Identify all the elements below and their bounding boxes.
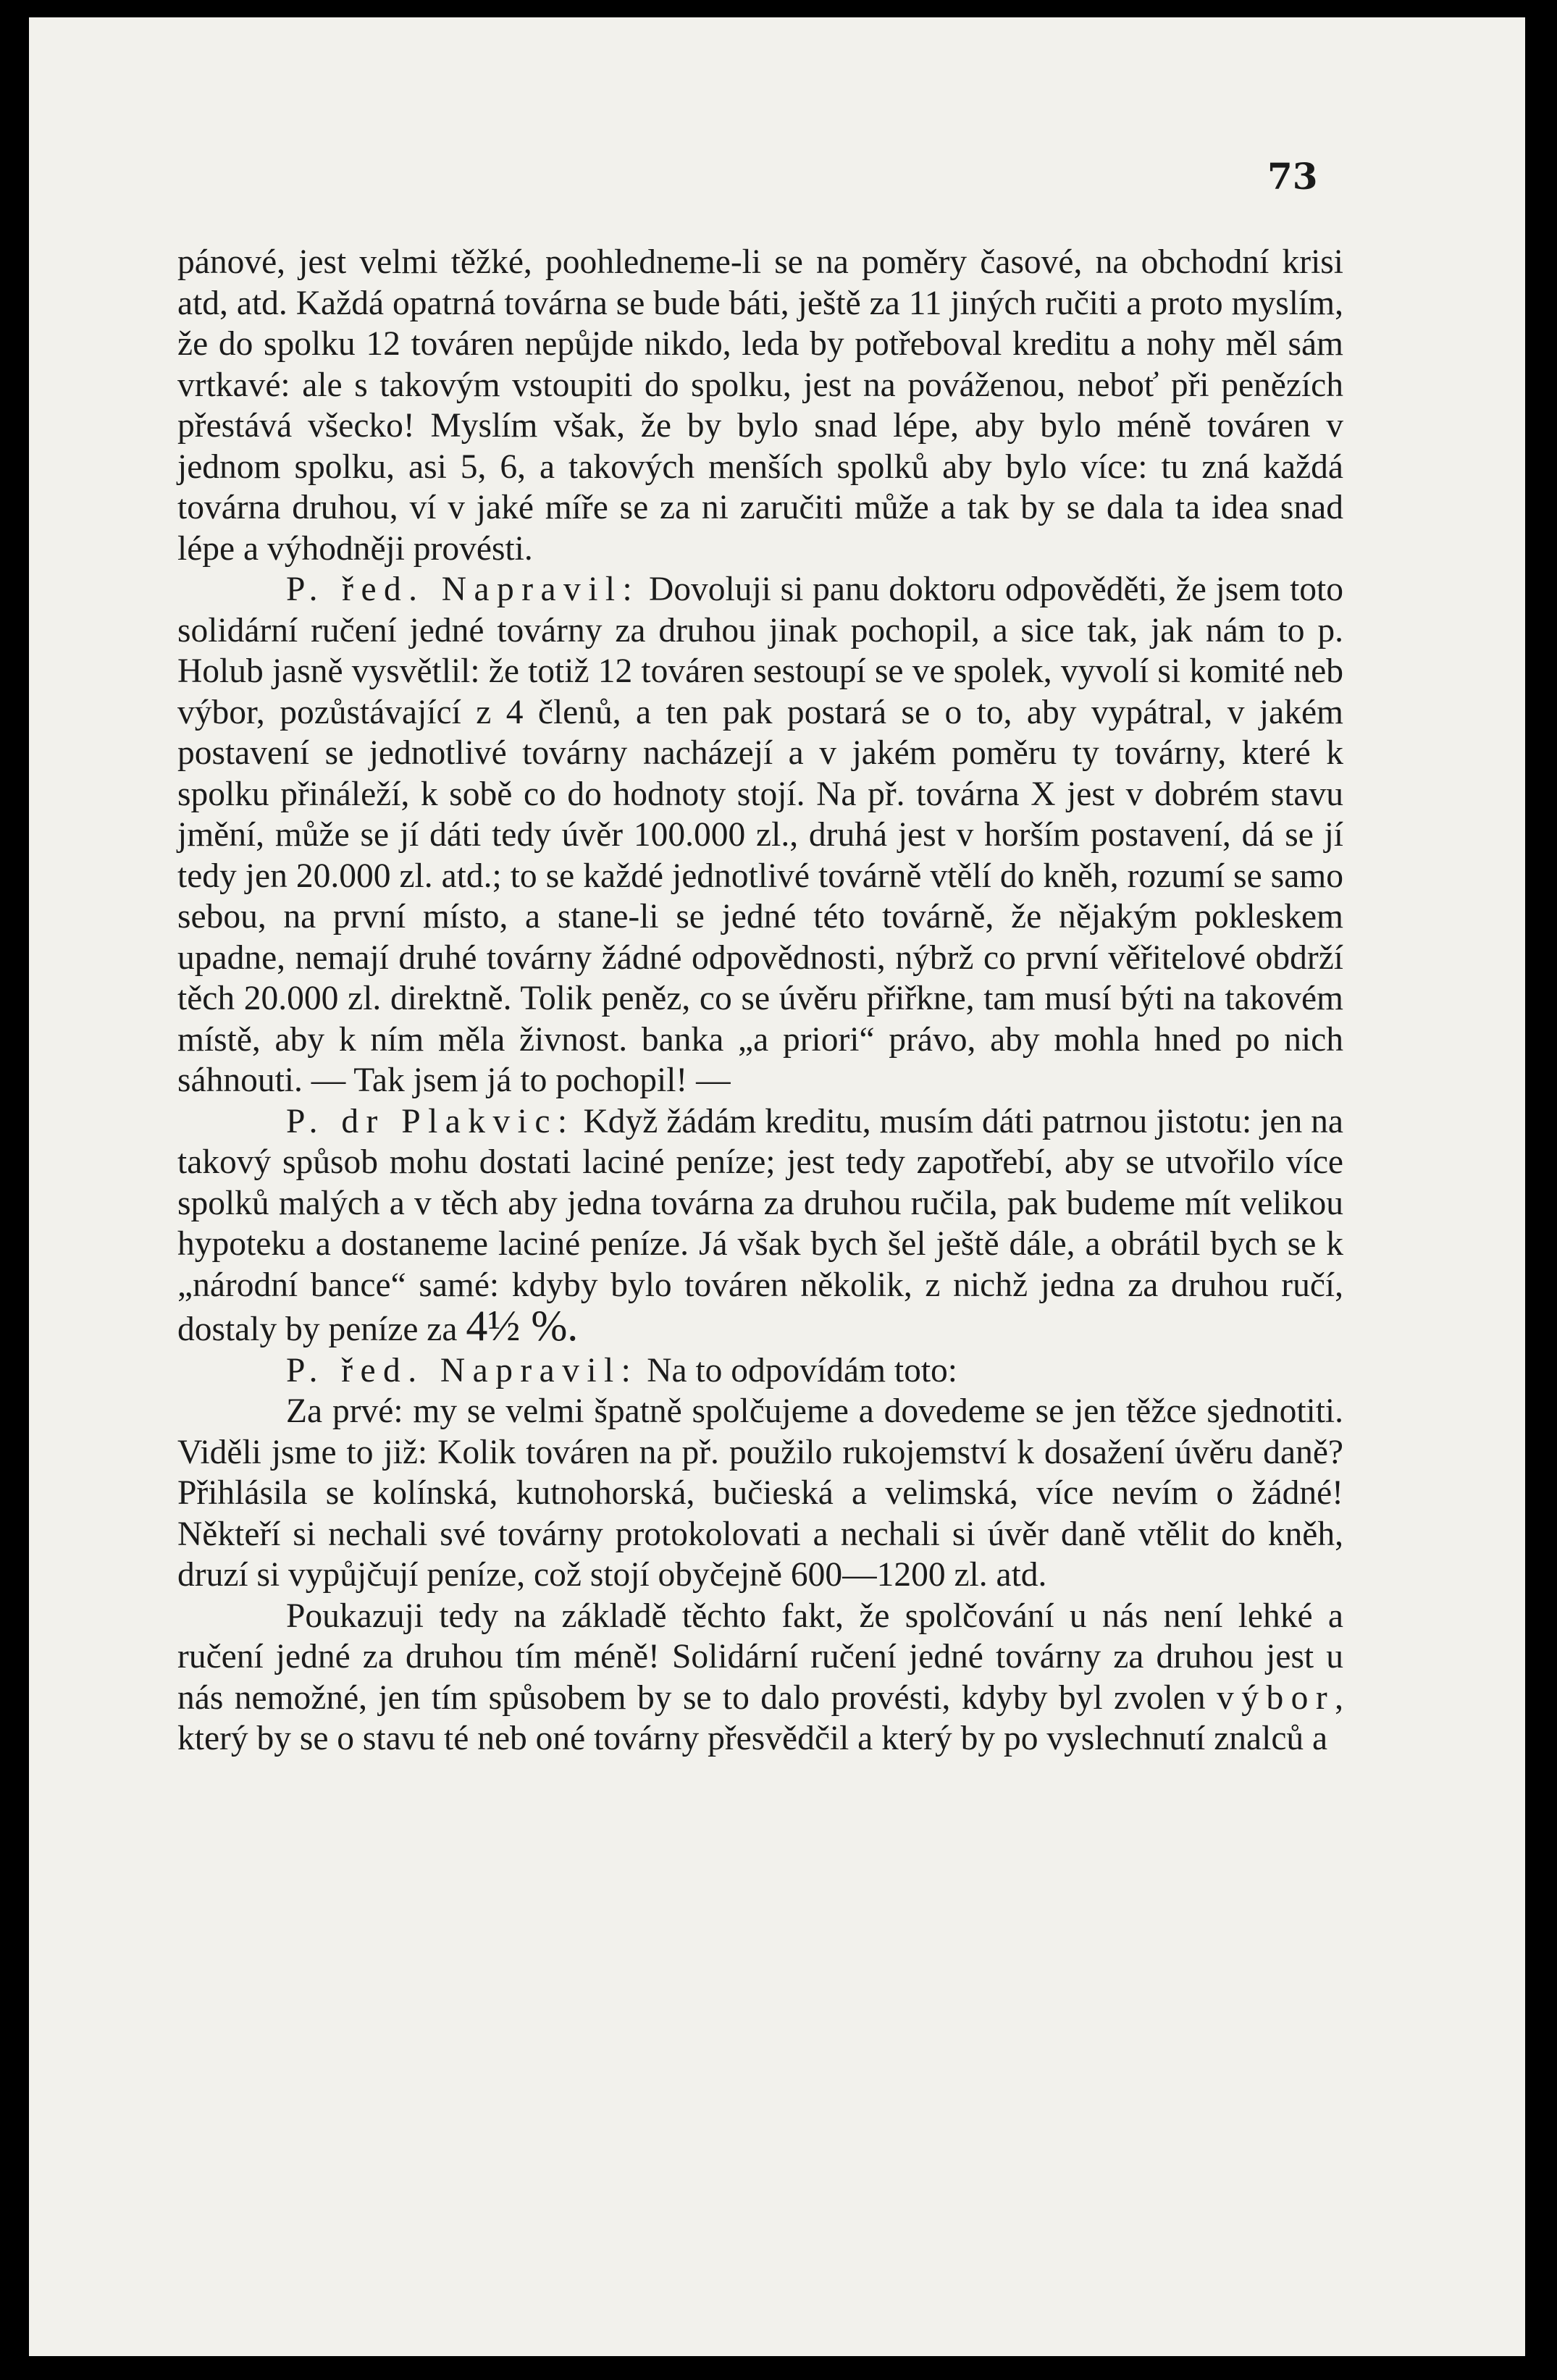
emphasis-word: výbor [1217,1678,1335,1717]
interest-rate: 4½ %. [466,1302,579,1350]
paragraph-2 [177,569,1343,1101]
speaker-label: P. řed. Napravil: [286,571,640,608]
body-text [177,242,1343,1759]
paragraph-text: Poukazuji tedy na základě těchto fakt, že spolčování u nás není lehké a ručení jedné za druhou tím méně! Solidární ručení jedné továrny za druhou jest u nás nemožné, jen tím spůsobem by se to dalo provésti, kdyby byl zvolen [177,1597,1343,1717]
paragraph-tail: , který by se o stavu té neb oné továrny přesvědčil a který by po vyslechnutí znalců a [177,1678,1343,1757]
speaker-label: P. dr Plakvic: [286,1102,575,1140]
paragraph-text: Dovoluji si panu doktoru odpověděti, že jsem toto solidární ručení jedné továrny za druhou jinak pochopil, a sice tak, jak nám to p. Holub jasně vysvětlil: že totiž 12 továren sestoupí se ve spolek, vyvolí si komité neb výbor, pozůstávající z 4 členů, a ten pak postará se o to, aby vypátral, v jakém postavení se jednotlivé továrny nacházejí a v jakém poměru ty továrny, které k spolku přináleží, k sobě co do hodnoty stojí. Na př. továrna X jest v dobrém stavu jmění, může se jí dáti tedy úvěr 100.000 zl., druhá jest v horším postavení, dá se jí tedy jen 20.000 zl. atd.; to se každé jednotlivé továrně vtělí do kněh, rozumí se samo sebou, na první místo, a stane-li se jedné této továrně, že nějakým pokleskem upadne, nemají druhé továrny žádné odpovědnosti, nýbrž co první věřitelové obdrží těch 20.000 zl. direktně. Tolik peněz, co se úvěru přiřkne, tam musí býti na takovém místě, aby k ním měla živnost. banka „a priori“ právo, aby mohla hned po nich sáhnouti. — Tak jsem já to pochopil! — [177,571,1343,1099]
paragraph-5 [177,1391,1343,1596]
paragraph-1: pánové, jest velmi těžké, poohledneme-li se na poměry časové, na obchodní krisi atd, atd. Každá opatrná továrna se bude báti, ještě za 11 jiných ručiti a proto myslím, že do spolku 12 továren nepůjde nikdo, leda by potřeboval kreditu a nohy měl sám vrtkavé: ale s takovým vstoupiti do spolku, jest na pováženou, neboť při penězích přestává všecko! Myslím však, že by bylo snad lépe, aby bylo méně továren v jednom spolku, asi 5, 6, a takových menších spolků aby bylo více: tu zná každá továrna druhou, ví v jaké míře se za ni zaručiti může a tak by se dala ta idea snad lépe a výhodněji provésti. [177,243,1343,568]
book-page [29,17,1525,2356]
paragraph-text: Na to odpovídám toto: [638,1351,957,1389]
paragraph-4 [177,1350,1343,1392]
paragraph-6 [177,1596,1343,1759]
page-number: 73 [1267,155,1318,198]
paragraph-3 [177,1101,1343,1350]
paragraph-text: my se velmi špatně spolčujeme a dovedeme se jen těžce sjednotiti. Viděli jsme to již: Kolik továren na př. použilo rukojemství k dosažení úvěru daně? Přihlásila se kolínská, kutnohorská, bučieská a velimská, více nevím o žádné! Někteří si nechali své továrny protokolovati a nechali si úvěr daně vtělit do kněh, druzí si vypůjčují peníze, což stojí obyčejně 600—1200 zl. atd. [177,1392,1343,1594]
speaker-label: P. řed. Napravil: [286,1351,639,1389]
lead-label: Za prvé: [286,1392,403,1430]
paragraph-text: Když žádám kreditu, musím dáti patrnou jistotu: jen na takový spůsob mohu dostati laciné peníze; jest tedy zapotřebí, aby se utvořilo více spolků malých a v těch aby jedna továrna za druhou ručila, pak budeme mít velikou hypoteku a dostaneme laciné peníze. Já však bych šel ještě dále, a obrátil bych se k „národní bance“ samé: kdyby bylo továren několik, z nichž jedna za druhou ručí, dostaly by peníze za [177,1102,1343,1348]
